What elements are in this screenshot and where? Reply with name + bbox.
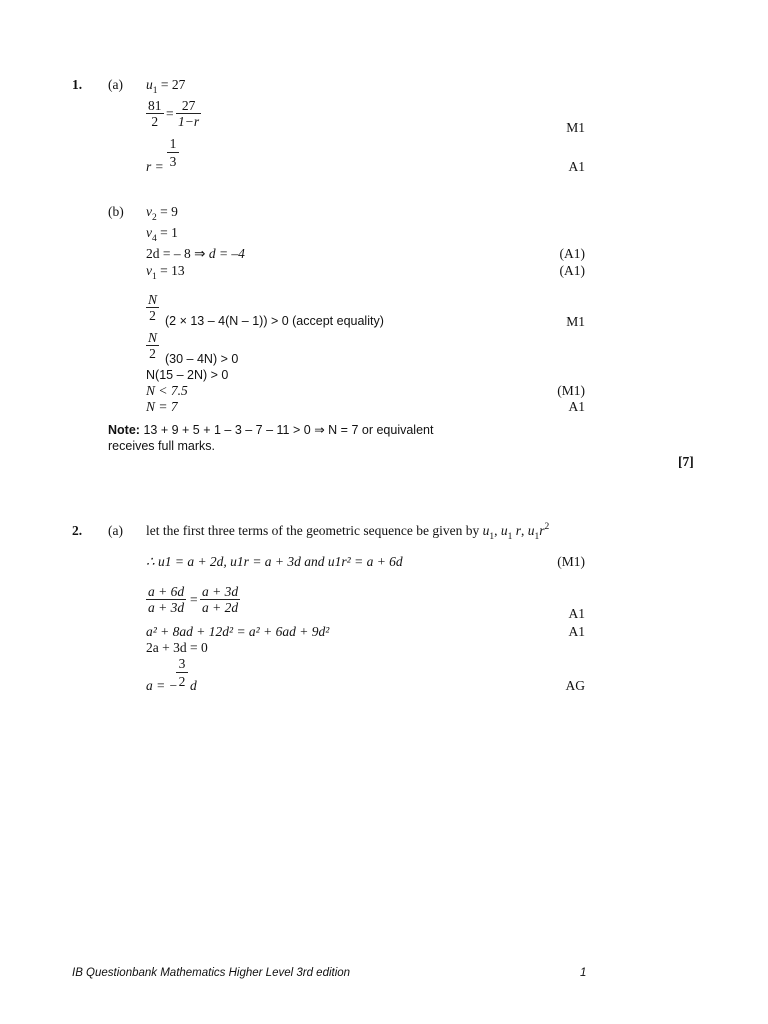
mark-ag: AG	[565, 678, 585, 693]
note: Note: 13 + 9 + 5 + 1 – 3 – 7 – 11 > 0 ⇒ N = 7 or equivalent	[108, 423, 434, 437]
equals-sign: =	[166, 106, 174, 121]
fraction-81-over-2: $\frac{81}{2}$	[148, 98, 162, 129]
fraction-one-third: 1 3	[167, 136, 179, 169]
total-marks: [7]	[678, 454, 694, 469]
mark-m1-bracket: (M1)	[557, 554, 585, 569]
mark-a1-bracket: (A1)	[559, 246, 585, 261]
v1-equation: $v_1 = 13$	[146, 263, 185, 282]
v4-equation: $v_4 = 1$	[146, 225, 178, 244]
note-line-2: receives full marks.	[108, 439, 215, 453]
fraction-left: $\frac{a + 6d}{a + 3d}$	[148, 584, 185, 615]
mark-a1-bracket: (A1)	[559, 263, 585, 278]
expanded-equation: a² + 8ad + 12d² = a² + 6ad + 9d²	[146, 624, 330, 639]
sum-inequality: (2 × 13 – 4(N – 1)) > 0 (accept equality)	[165, 314, 384, 328]
fraction-three-halves: 3 2	[176, 656, 188, 689]
therefore-line: ∴ u1 = a + 2d, u1r = a + 3d and u1r² = a + 6d	[146, 554, 403, 569]
mark-m1: M1	[566, 314, 585, 329]
question-intro: let the first three terms of the geometric sequence be given by $u_1$, $u_1$ r, $u_1r^2$	[146, 522, 550, 542]
mark-a1: A1	[568, 624, 585, 639]
r-prefix: r =	[146, 159, 164, 174]
footer-title: IB Questionbank Mathematics Higher Level 3rd edition	[72, 967, 351, 979]
mark-m1: M1	[566, 120, 585, 135]
fraction-n-over-2: $\frac{N}{2}$	[148, 330, 158, 361]
part-label: (a)	[108, 523, 123, 538]
part-label: (b)	[108, 204, 124, 219]
mark-a1: A1	[568, 606, 585, 621]
mark-a1: A1	[568, 399, 585, 414]
mark-a1: A1	[568, 159, 585, 174]
fraction-n-over-2: $\frac{N}{2}$	[148, 292, 158, 323]
question-number: 2.	[72, 523, 83, 538]
equals-sign: =	[190, 592, 198, 607]
page-number: 1	[580, 967, 587, 979]
d-equation: 2d = – 8 ⇒ d = –4	[146, 246, 245, 261]
n-bound: N < 7.5	[146, 383, 188, 398]
fraction-right: $\frac{a + 3d}{a + 2d}$	[202, 584, 239, 615]
factored-inequality: N(15 – 2N) > 0	[146, 368, 229, 382]
v2-equation: $v_2 = 9$	[146, 204, 178, 223]
part-label: (a)	[108, 77, 123, 92]
n-answer: N = 7	[146, 399, 178, 414]
mark-m1-bracket: (M1)	[557, 383, 585, 398]
a-suffix: d	[190, 678, 197, 693]
simplified-inequality: (30 – 4N) > 0	[165, 352, 239, 366]
u1-equation: $u_1 = 27$	[146, 77, 186, 96]
simplified-equation: 2a + 3d = 0	[146, 640, 208, 655]
a-prefix: a = −	[146, 678, 178, 693]
question-number: 1.	[72, 77, 83, 92]
fraction-27-over-1-minus-r: $\frac{27}{1-r}$	[178, 98, 200, 129]
